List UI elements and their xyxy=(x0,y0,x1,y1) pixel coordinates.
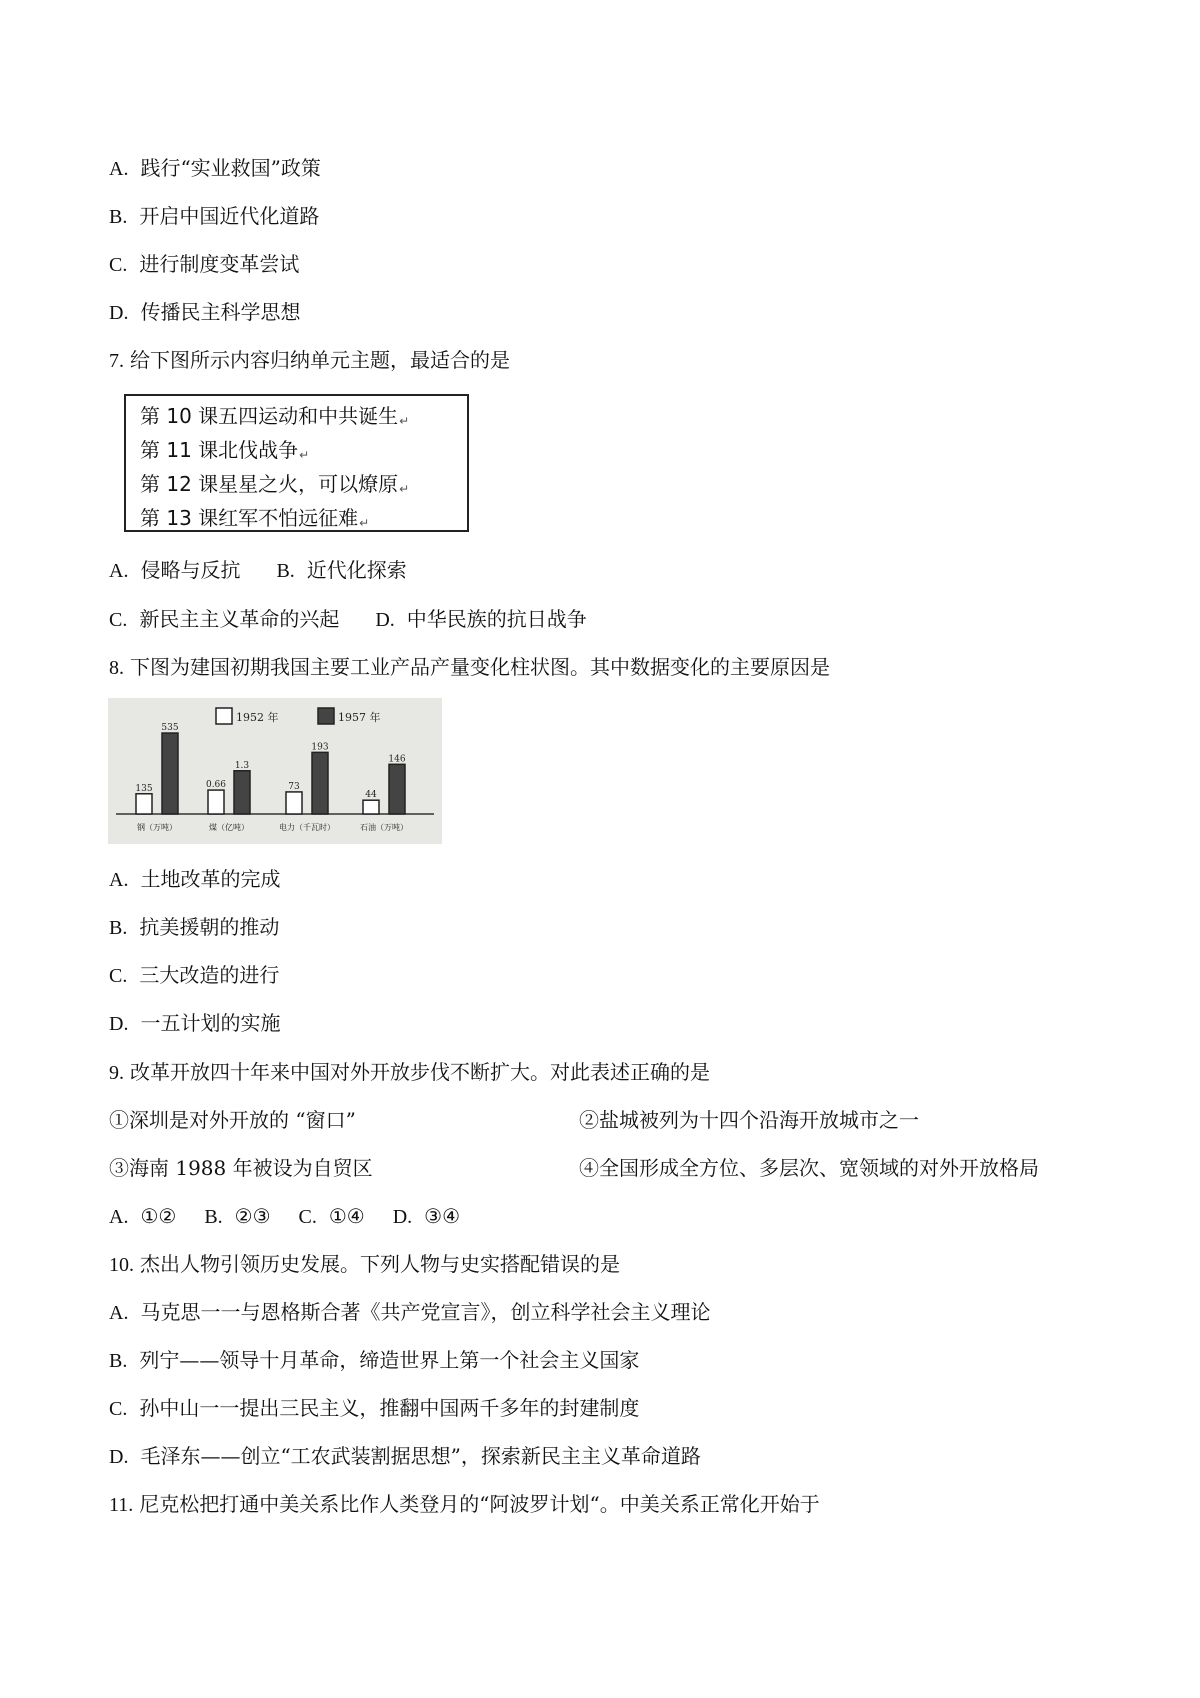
return-icon: ↵ xyxy=(299,448,310,462)
q6-option-d xyxy=(109,299,300,326)
data-label-1952: 73 xyxy=(288,781,300,792)
bar-1957 xyxy=(312,752,328,814)
option-letter: C. xyxy=(298,1206,317,1228)
q10-stem xyxy=(109,1251,620,1278)
statement-item: ①深圳是对外开放的 “窗口” xyxy=(109,1108,356,1132)
q9-options xyxy=(109,1203,460,1230)
option-text: 孙中山一一提出三民主义，推翻中国两千多年的封建制度 xyxy=(139,1396,640,1420)
option-letter: B. xyxy=(109,206,128,228)
option-letter: A. xyxy=(109,1302,129,1324)
option-text: 进行制度变革尝试 xyxy=(139,252,300,276)
bar-1952 xyxy=(286,792,302,814)
option-letter: C. xyxy=(109,609,128,631)
q6-option-a xyxy=(109,155,321,182)
option-letter: B. xyxy=(276,560,295,582)
option-text: 抗美援朝的推动 xyxy=(139,915,280,939)
option-text: ②③ xyxy=(234,1204,271,1228)
data-label-1957: 535 xyxy=(161,723,179,734)
data-label-1957: 146 xyxy=(388,754,406,765)
industrial-output-chart xyxy=(108,698,442,844)
question-number: 8. xyxy=(109,657,124,679)
bar-1957 xyxy=(162,733,178,814)
q10-option-a xyxy=(109,1299,710,1326)
option-letter: A. xyxy=(109,158,129,180)
data-label-1957: 193 xyxy=(311,742,329,753)
category-label: 电力（千瓦时） xyxy=(279,823,335,832)
option-letter: D. xyxy=(109,302,129,324)
option-letter: D. xyxy=(109,1446,129,1468)
option-text: 侵略与反抗 xyxy=(140,558,241,582)
data-label-1957: 1.3 xyxy=(234,760,250,771)
q10-option-b xyxy=(109,1347,639,1374)
return-icon: ↵ xyxy=(399,482,410,496)
q8-option-d xyxy=(109,1010,280,1037)
bar-1957 xyxy=(234,771,250,814)
legend-label-1952: 1952 年 xyxy=(236,711,279,724)
option-text: ③④ xyxy=(424,1204,461,1228)
option-text: ①② xyxy=(140,1204,177,1228)
bar-1952 xyxy=(363,800,379,814)
option-letter: C. xyxy=(109,1398,128,1420)
option-text: 新民主主义革命的兴起 xyxy=(139,607,340,631)
statement-item: ③海南 1988 年被设为自贸区 xyxy=(109,1156,373,1180)
option-text: 毛泽东——创立“工农武装割据思想”，探索新民主主义革命道路 xyxy=(140,1444,701,1468)
lesson-item xyxy=(140,470,467,504)
question-number: 10. xyxy=(109,1254,134,1276)
option-text: 马克思一一与恩格斯合著《共产党宣言》，创立科学社会主义理论 xyxy=(140,1300,711,1324)
return-icon: ↵ xyxy=(399,414,410,428)
lesson-text: 第 13 课红军不怕远征难 xyxy=(140,506,359,530)
q10-option-d xyxy=(109,1443,701,1470)
lesson-text: 第 11 课北伐战争 xyxy=(140,438,299,462)
legend-label-1957: 1957 年 xyxy=(338,711,381,724)
category-label: 石油（万吨） xyxy=(360,823,408,832)
category-label: 煤（亿吨） xyxy=(209,823,249,832)
option-letter: D. xyxy=(109,1013,129,1035)
data-label-1952: 44 xyxy=(365,790,377,801)
option-text: 一五计划的实施 xyxy=(140,1011,281,1035)
statement-item: ④全国形成全方位、多层次、宽领域的对外开放格局 xyxy=(579,1156,1039,1180)
question-number: 7. xyxy=(109,350,124,372)
q11-stem xyxy=(109,1491,820,1518)
question-text: 下图为建国初期我国主要工业产品产量变化柱状图。其中数据变化的主要原因是 xyxy=(130,655,830,679)
option-text: 列宁——领导十月革命，缔造世界上第一个社会主义国家 xyxy=(139,1348,640,1372)
option-letter: A. xyxy=(109,869,129,891)
q8-option-a xyxy=(109,866,280,893)
lesson-text: 第 12 课星星之火，可以燎原 xyxy=(140,472,399,496)
lesson-list-box xyxy=(124,394,469,532)
question-text: 改革开放四十年来中国对外开放步伐不断扩大。对此表述正确的是 xyxy=(130,1060,710,1084)
bar-chart-svg xyxy=(108,698,442,844)
bar-1957 xyxy=(389,764,405,814)
question-text: 杰出人物引领历史发展。下列人物与史实搭配错误的是 xyxy=(140,1252,620,1276)
option-letter: D. xyxy=(375,609,395,631)
lesson-item xyxy=(140,436,467,470)
option-letter: A. xyxy=(109,1206,129,1228)
question-text: 尼克松把打通中美关系比作人类登月的“阿波罗计划“。中美关系正常化开始于 xyxy=(139,1492,820,1516)
option-letter: C. xyxy=(109,965,128,987)
legend-swatch-1957 xyxy=(318,708,334,724)
q7-stem xyxy=(109,347,510,374)
q8-stem xyxy=(109,654,830,681)
bar-1952 xyxy=(208,790,224,814)
q9-items-row-1 xyxy=(109,1107,1109,1133)
q6-option-c xyxy=(109,251,299,278)
statement-item: ②盐城被列为十四个沿海开放城市之一 xyxy=(579,1108,919,1132)
option-text: 开启中国近代化道路 xyxy=(139,204,320,228)
data-label-1952: 0.66 xyxy=(205,780,227,791)
option-text: 近代化探索 xyxy=(306,558,407,582)
category-label: 钢（万吨） xyxy=(137,823,177,832)
lesson-text: 第 10 课五四运动和中共诞生 xyxy=(140,404,399,428)
option-letter: D. xyxy=(392,1206,413,1228)
q9-stem xyxy=(109,1059,710,1086)
question-number: 9. xyxy=(109,1062,124,1084)
option-text: ①④ xyxy=(328,1204,365,1228)
q8-option-c xyxy=(109,962,279,989)
question-text: 给下图所示内容归纳单元主题，最适合的是 xyxy=(130,348,510,372)
option-text: 践行“实业救国”政策 xyxy=(140,156,321,180)
q9-items-row-2 xyxy=(109,1155,1109,1181)
lesson-item xyxy=(140,402,467,436)
option-text: 中华民族的抗日战争 xyxy=(406,607,587,631)
option-text: 三大改造的进行 xyxy=(139,963,280,987)
question-number: 11. xyxy=(109,1494,134,1516)
q8-option-b xyxy=(109,914,279,941)
lesson-item xyxy=(140,504,467,538)
option-letter: B. xyxy=(204,1206,223,1228)
q7-options-row-2 xyxy=(109,606,587,633)
data-label-1952: 135 xyxy=(135,783,153,794)
bar-1952 xyxy=(136,794,152,814)
q6-option-b xyxy=(109,203,319,230)
option-letter: B. xyxy=(109,917,128,939)
option-letter: B. xyxy=(109,1350,128,1372)
q7-options-row-1 xyxy=(109,557,407,584)
legend-swatch-1952 xyxy=(216,708,232,724)
option-text: 土地改革的完成 xyxy=(140,867,281,891)
option-letter: A. xyxy=(109,560,129,582)
q10-option-c xyxy=(109,1395,639,1422)
option-text: 传播民主科学思想 xyxy=(140,300,301,324)
option-letter: C. xyxy=(109,254,128,276)
return-icon: ↵ xyxy=(359,516,370,530)
